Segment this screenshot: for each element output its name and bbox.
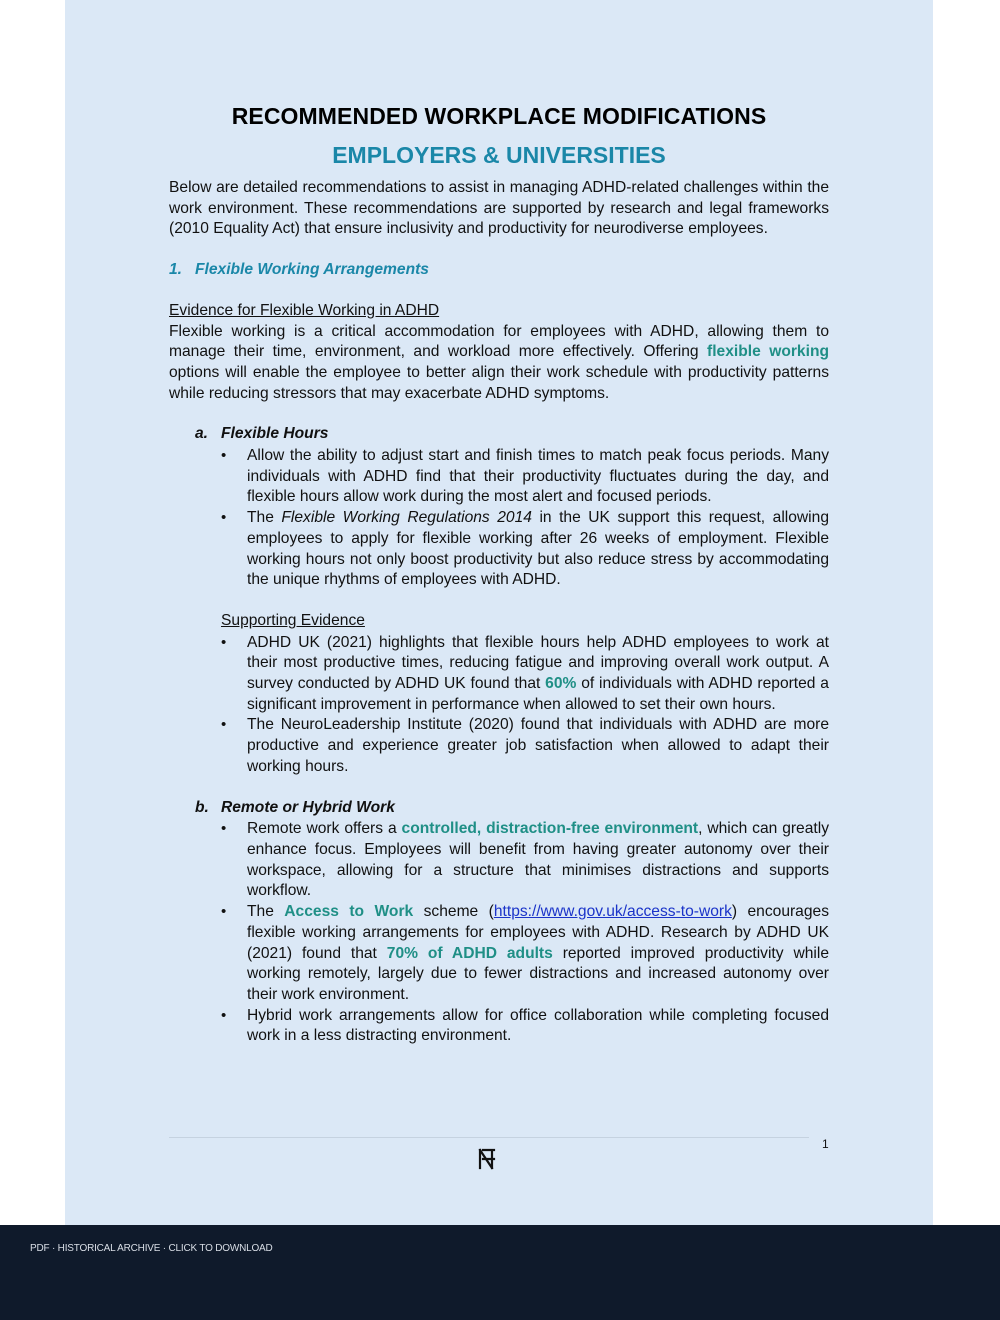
- remote-work-list: [169, 819, 829, 1047]
- subsection-letter: b.: [195, 798, 209, 816]
- page-content: [169, 102, 829, 1047]
- download-link[interactable]: PDF · HISTORICAL ARCHIVE · CLICK TO DOWNLOAD: [30, 1243, 273, 1254]
- evidence-text: Flexible working is a critical accommodation for employees with ADHD, allowing them to manage their time, environment, and workload more effectively. Offering: [169, 322, 829, 361]
- statistic-highlight: 70% of ADHD adults: [386, 944, 553, 962]
- list-item-text: The: [247, 903, 285, 921]
- list-item-text: ) encourages flexible working arrangements for employees with ADHD. Research by ADHD UK (2021) found that: [247, 903, 830, 962]
- list-item-text: scheme (: [413, 903, 494, 921]
- list-item: • Hybrid work arrangements allow for office collaboration while completing focused work in a less distracting environment.: [247, 1006, 829, 1047]
- scheme-highlight: Access to Work: [284, 903, 414, 921]
- access-to-work-link[interactable]: https://www.gov.uk/access-to-work: [493, 903, 732, 921]
- list-item: [247, 508, 829, 591]
- document-page: [65, 0, 933, 1225]
- intro-paragraph: Below are detailed recommendations to assist in managing ADHD-related challenges within the work environment. These recommendations are supported by research and legal frameworks (2010 Equality Act) that ensure inclusivity and productivity for neurodiverse employees.: [169, 179, 829, 238]
- footer-divider: [169, 1137, 809, 1138]
- evidence-heading: Evidence for Flexible Working in ADHD: [169, 301, 440, 319]
- monogram-logo-icon: [477, 1147, 497, 1171]
- section-number: 1.: [169, 261, 183, 279]
- list-item-text: The: [247, 509, 282, 527]
- list-item-text: Remote work offers a: [247, 820, 402, 838]
- evidence-highlight: flexible working: [707, 343, 829, 361]
- flexible-hours-list: [169, 446, 829, 591]
- evidence-text-cont: options will enable the employee to better align their work schedule with productivity patterns while reducing stressors that may exacerbate ADHD symptoms.: [169, 363, 829, 402]
- subsection-title: Flexible Hours: [221, 425, 329, 443]
- environment-highlight: controlled, distraction-free environment: [401, 820, 699, 838]
- section-heading: [169, 260, 829, 281]
- list-item: [247, 633, 829, 716]
- subsection-heading-a: [195, 424, 829, 445]
- list-item-text: ADHD UK (2021) highlights that flexible hours help ADHD employees to work at their most productive times, reducing fatigue and improving overall work output. A survey conducted by ADHD UK found that: [247, 633, 829, 693]
- list-item: [247, 902, 829, 1006]
- subsection-heading-b: [195, 798, 829, 819]
- subsection-title: Remote or Hybrid Work: [221, 798, 395, 816]
- section-title: Flexible Working Arrangements: [195, 261, 429, 279]
- list-item: • Allow the ability to adjust start and finish times to match peak focus periods. Many individuals with ADHD find that their productivity fluctuates during the day, and flexible hours allow work during the most alert and focused periods.: [247, 446, 829, 508]
- regulation-name: Flexible Working Regulations 2014: [281, 509, 532, 527]
- document-subtitle: EMPLOYERS & UNIVERSITIES: [332, 142, 666, 168]
- statistic-highlight: 60%: [545, 675, 577, 693]
- list-item-text: in the UK support this request, allowing employees to apply for flexible working after 26 weeks of employment. Flexible working hours not only boost productivity but also reduce stress by accommodating the unique rhythms of employees with ADHD.: [247, 509, 829, 589]
- list-item-text: , which can greatly enhance focus. Employees will benefit from having greater autonomy over their workspace, allowing for a structure that minimises distractions and supports workflow.: [247, 820, 829, 900]
- download-bar: [0, 1225, 1000, 1320]
- document-title: RECOMMENDED WORKPLACE MODIFICATIONS: [231, 103, 767, 129]
- supporting-evidence-list: [169, 633, 829, 778]
- subsection-letter: a.: [195, 425, 209, 443]
- list-item: • The NeuroLeadership Institute (2020) found that individuals with ADHD are more productive and experience greater job satisfaction when allowed to adapt their working hours.: [247, 715, 829, 777]
- evidence-paragraph: [169, 322, 829, 405]
- list-item: [247, 819, 829, 902]
- supporting-evidence-heading: Supporting Evidence: [221, 611, 365, 629]
- list-item-text: reported improved productivity while working remotely, largely due to fewer distractions and increased autonomy over their work environment.: [247, 944, 829, 1003]
- list-item-text: of individuals with ADHD reported a significant improvement in performance when allowed to set their own hours.: [247, 675, 829, 713]
- page-number: 1: [822, 1137, 829, 1151]
